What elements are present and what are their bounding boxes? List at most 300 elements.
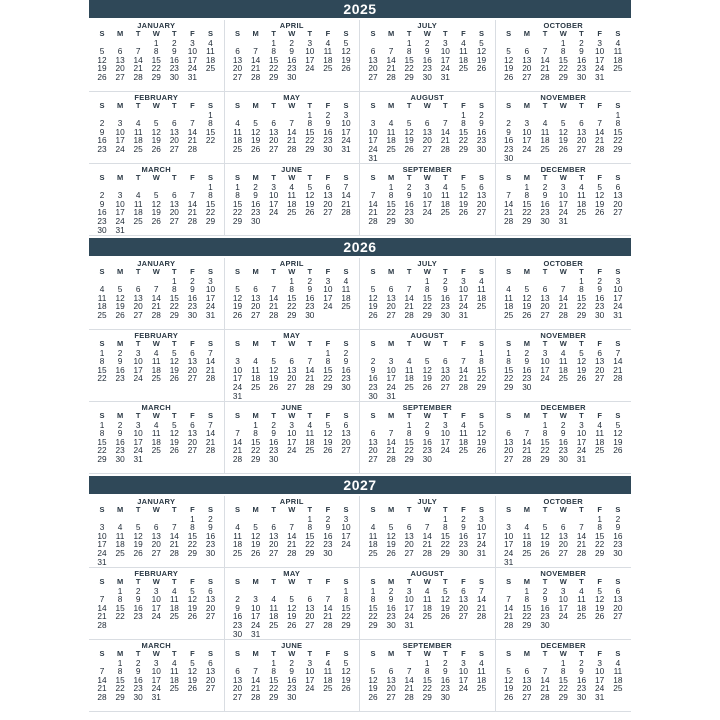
weekday-label: T: [406, 101, 412, 110]
weekday-label: F: [597, 411, 602, 420]
day-number: 20: [422, 135, 432, 146]
weekday-label: S: [615, 29, 621, 38]
day-number: 30: [476, 143, 487, 154]
day-number: 10: [269, 190, 279, 201]
day-number: 27: [558, 547, 568, 558]
weekday-label: M: [116, 101, 124, 110]
day-number: 1: [190, 513, 195, 524]
weekday-label: W: [423, 267, 431, 276]
day-number: 10: [133, 428, 143, 439]
day-number: 24: [503, 547, 514, 558]
day-number: 7: [307, 356, 313, 367]
day-number: 28: [323, 619, 333, 630]
day-number: [283, 217, 301, 226]
weekday-label: W: [559, 411, 567, 420]
weekday-label: S: [370, 577, 376, 586]
week-row: [229, 693, 356, 702]
day-number: 28: [97, 691, 107, 702]
month-name: SEPTEMBER: [402, 165, 452, 174]
month-name: DECEMBER: [540, 403, 586, 412]
day-number: 3: [271, 181, 276, 192]
day-number: 17: [287, 436, 297, 447]
day-number: 25: [386, 143, 396, 154]
day-number: 19: [232, 301, 243, 312]
day-number: 2: [579, 37, 584, 48]
day-number: 7: [443, 118, 448, 129]
day-number: 26: [151, 143, 161, 154]
day-number: 5: [479, 419, 484, 430]
day-number: [283, 630, 301, 639]
day-number: 11: [459, 46, 468, 57]
weekday-label: S: [370, 411, 376, 420]
weekday-label: S: [478, 173, 484, 182]
day-number: [337, 392, 355, 401]
day-number: 28: [503, 619, 514, 630]
day-number: 17: [115, 135, 125, 146]
day-number: 7: [406, 666, 412, 677]
day-number: 18: [558, 364, 568, 375]
day-number: 5: [542, 522, 548, 533]
day-number: 24: [440, 63, 450, 74]
day-number: [337, 311, 355, 320]
day-number: 21: [287, 539, 297, 550]
day-number: 28: [151, 309, 161, 320]
day-number: 14: [169, 530, 179, 541]
day-number: 15: [476, 364, 487, 375]
month-calendar: [89, 164, 225, 236]
month-calendar: [360, 496, 496, 568]
day-number: 8: [253, 428, 258, 439]
week-row: [500, 612, 628, 621]
day-number: 1: [253, 419, 258, 430]
day-number: 21: [558, 301, 568, 312]
weekday-label: T: [135, 649, 141, 658]
day-number: 12: [558, 126, 568, 137]
day-number: 26: [341, 63, 351, 74]
weekday-label: S: [207, 505, 213, 514]
day-number: 23: [613, 539, 623, 550]
day-number: 25: [476, 683, 487, 694]
day-number: 17: [151, 602, 161, 613]
day-number: 13: [404, 530, 414, 541]
weekday-label: S: [343, 339, 349, 348]
day-number: 14: [503, 602, 514, 613]
week-row: [229, 630, 356, 639]
day-number: 21: [232, 445, 243, 456]
day-number: 10: [151, 594, 161, 605]
day-number: 27: [169, 143, 179, 154]
weekday-label: S: [343, 411, 349, 420]
day-number: 10: [613, 284, 623, 295]
day-number: 10: [115, 198, 125, 209]
day-number: 6: [615, 585, 621, 596]
month-calendar: [496, 330, 632, 402]
day-number: 20: [205, 602, 216, 613]
day-number: 2: [542, 585, 548, 596]
week-row: [500, 383, 628, 392]
weekday-label: M: [252, 29, 259, 38]
day-number: [301, 392, 319, 401]
day-number: 12: [305, 190, 315, 201]
day-number: 23: [305, 301, 315, 312]
day-number: 11: [133, 126, 143, 137]
day-number: 7: [506, 190, 511, 201]
day-number: [337, 455, 355, 464]
week-row: [500, 154, 628, 163]
weekday-label: S: [615, 577, 621, 586]
day-number: 29: [595, 547, 605, 558]
weekday-label: M: [523, 577, 530, 586]
week-row: [364, 145, 491, 154]
day-number: 3: [307, 37, 313, 48]
day-number: 29: [386, 215, 396, 226]
day-number: 6: [235, 46, 240, 57]
day-number: 6: [271, 118, 276, 129]
day-number: 14: [422, 530, 432, 541]
day-number: 1: [560, 37, 566, 48]
month-name: MAY: [283, 331, 301, 340]
weekday-header-row: [93, 102, 220, 111]
day-number: 31: [97, 556, 107, 567]
day-number: 26: [287, 619, 297, 630]
day-number: 18: [287, 198, 297, 209]
day-number: 12: [458, 190, 468, 201]
day-number: 26: [476, 445, 487, 456]
weekday-label: S: [370, 29, 376, 38]
day-number: 11: [323, 666, 333, 677]
day-number: 16: [558, 436, 568, 447]
day-number: 1: [325, 347, 331, 358]
weekday-label: M: [387, 505, 395, 514]
weekday-label: S: [99, 339, 105, 348]
weekday-label: W: [559, 267, 567, 276]
weekday-label: F: [325, 411, 331, 420]
day-number: [201, 455, 219, 464]
weekday-label: W: [288, 29, 296, 38]
day-number: 27: [205, 611, 216, 622]
day-number: 25: [323, 683, 333, 694]
day-number: 23: [133, 683, 143, 694]
day-number: 29: [205, 215, 216, 226]
day-number: [536, 558, 554, 567]
day-number: 17: [115, 207, 125, 218]
day-number: 12: [422, 364, 432, 375]
day-number: 7: [461, 356, 466, 367]
month-name: JUNE: [281, 403, 303, 412]
weekday-label: T: [307, 577, 313, 586]
day-number: 30: [341, 381, 351, 392]
month-calendar: [225, 92, 361, 164]
day-number: 9: [99, 126, 105, 137]
week-row: [229, 455, 356, 464]
month-calendar: [89, 568, 225, 640]
day-number: 16: [386, 602, 396, 613]
day-number: 17: [205, 292, 216, 303]
day-number: [319, 392, 337, 401]
day-number: 24: [205, 301, 216, 312]
day-number: 23: [540, 207, 550, 218]
day-number: 5: [153, 118, 159, 129]
day-number: 24: [269, 207, 279, 218]
day-number: 9: [424, 46, 430, 57]
day-number: 1: [424, 657, 430, 668]
day-number: [472, 455, 490, 464]
day-number: 4: [343, 275, 349, 286]
day-number: 4: [479, 275, 484, 286]
week-row: [93, 455, 220, 464]
day-number: 16: [458, 530, 468, 541]
day-number: 30: [595, 309, 605, 320]
day-number: 4: [153, 347, 159, 358]
day-number: 21: [595, 135, 605, 146]
day-number: 6: [172, 118, 177, 129]
day-number: 2: [479, 109, 484, 120]
day-number: 23: [476, 135, 487, 146]
weekday-label: S: [235, 29, 241, 38]
day-number: 6: [388, 666, 394, 677]
day-number: [554, 383, 572, 392]
day-number: 25: [440, 207, 450, 218]
day-number: 21: [97, 683, 107, 694]
day-number: 18: [613, 674, 623, 685]
weekday-label: T: [135, 173, 141, 182]
day-number: 26: [323, 445, 333, 456]
weekday-label: F: [190, 577, 195, 586]
day-number: 15: [269, 54, 279, 65]
day-number: 1: [597, 513, 602, 524]
day-number: 5: [172, 419, 177, 430]
month-calendar: [360, 258, 496, 330]
day-number: 23: [97, 215, 107, 226]
day-number: 9: [271, 428, 276, 439]
weekday-label: T: [307, 505, 313, 514]
day-number: 4: [307, 419, 313, 430]
day-number: 30: [133, 691, 143, 702]
day-number: [301, 630, 319, 639]
day-number: 10: [386, 364, 396, 375]
day-number: 14: [540, 54, 550, 65]
day-number: 16: [576, 54, 587, 65]
day-number: 27: [404, 547, 414, 558]
weekday-label: W: [288, 339, 296, 348]
day-number: 12: [522, 292, 532, 303]
month-name: MAY: [283, 93, 301, 102]
day-number: 25: [151, 373, 161, 384]
day-number: 20: [440, 373, 450, 384]
week-row: [93, 549, 220, 558]
day-number: 30: [404, 215, 414, 226]
day-number: 29: [558, 691, 568, 702]
day-number: 15: [97, 364, 107, 375]
month-calendar: [496, 640, 632, 712]
day-number: 29: [540, 453, 550, 464]
day-number: 26: [368, 309, 378, 320]
day-number: 15: [115, 602, 125, 613]
weekday-label: S: [370, 173, 376, 182]
day-number: 29: [558, 71, 568, 82]
day-number: 23: [422, 445, 432, 456]
day-number: 7: [388, 46, 394, 57]
day-number: 27: [151, 547, 161, 558]
day-number: 6: [208, 657, 213, 668]
weekday-label: S: [370, 649, 376, 658]
month-calendar: [360, 330, 496, 402]
day-number: 18: [503, 301, 514, 312]
day-number: 29: [404, 71, 414, 82]
day-number: 20: [458, 602, 468, 613]
weekday-label: T: [579, 29, 584, 38]
day-number: [111, 558, 129, 567]
day-number: 14: [404, 292, 414, 303]
day-number: [591, 154, 609, 163]
month-name: MARCH: [141, 165, 171, 174]
day-number: 28: [613, 373, 623, 384]
weekday-label: T: [271, 649, 276, 658]
weekday-header-row: [500, 506, 628, 515]
weekday-label: T: [135, 101, 141, 110]
weekday-label: T: [443, 339, 448, 348]
day-number: [418, 217, 436, 226]
month-name: JANUARY: [137, 21, 176, 30]
day-number: 18: [133, 135, 143, 146]
day-number: 14: [97, 674, 107, 685]
day-number: 30: [522, 381, 532, 392]
day-number: 27: [368, 453, 378, 464]
month-name: APRIL: [279, 21, 304, 30]
day-number: 14: [205, 428, 216, 439]
day-number: 30: [540, 619, 550, 630]
day-number: 28: [205, 445, 216, 456]
day-number: 5: [370, 666, 376, 677]
day-number: 21: [169, 539, 179, 550]
day-number: 9: [172, 46, 177, 57]
day-number: 1: [560, 657, 566, 668]
day-number: 30: [287, 71, 297, 82]
day-number: 7: [597, 118, 602, 129]
day-number: [536, 383, 554, 392]
day-number: 9: [99, 198, 105, 209]
weekday-label: T: [579, 505, 584, 514]
week-row: [500, 549, 628, 558]
day-number: 16: [133, 674, 143, 685]
months-grid: [89, 496, 631, 712]
day-number: 16: [97, 207, 107, 218]
day-number: 20: [368, 63, 378, 74]
day-number: 27: [287, 381, 297, 392]
week-row: [500, 558, 628, 567]
day-number: 4: [289, 181, 295, 192]
day-number: 29: [522, 215, 532, 226]
day-number: 6: [208, 585, 213, 596]
day-number: 2: [208, 513, 213, 524]
day-number: 2: [579, 657, 584, 668]
day-number: 21: [404, 683, 414, 694]
day-number: 5: [235, 284, 240, 295]
day-number: 25: [422, 611, 432, 622]
day-number: 7: [235, 428, 240, 439]
day-number: 20: [169, 135, 179, 146]
day-number: 22: [232, 207, 243, 218]
day-number: 5: [253, 522, 258, 533]
day-number: 5: [172, 347, 177, 358]
weekday-label: T: [135, 339, 141, 348]
day-number: 11: [595, 428, 604, 439]
weekday-label: T: [443, 411, 448, 420]
weekday-label: T: [271, 411, 276, 420]
day-number: 10: [458, 666, 468, 677]
day-number: 22: [576, 301, 587, 312]
day-number: 12: [613, 428, 623, 439]
day-number: 9: [524, 356, 530, 367]
day-number: 2: [524, 347, 530, 358]
weekday-label: S: [99, 101, 105, 110]
weekday-label: T: [443, 649, 448, 658]
day-number: 14: [613, 356, 623, 367]
day-number: 25: [368, 547, 378, 558]
weekday-label: F: [325, 29, 331, 38]
day-number: 28: [341, 207, 351, 218]
day-number: 20: [232, 63, 243, 74]
day-number: 26: [386, 547, 396, 558]
day-number: 5: [597, 585, 602, 596]
day-number: 15: [287, 292, 297, 303]
day-number: 25: [232, 143, 243, 154]
day-number: 1: [615, 109, 621, 120]
day-number: 4: [253, 356, 258, 367]
day-number: 15: [169, 292, 179, 303]
day-number: 20: [386, 301, 396, 312]
day-number: 19: [169, 364, 179, 375]
day-number: 20: [187, 364, 197, 375]
day-number: 20: [522, 683, 532, 694]
day-number: 23: [169, 63, 179, 74]
day-number: 8: [271, 46, 276, 57]
year-block: [89, 476, 631, 706]
day-number: 10: [287, 428, 297, 439]
day-number: 23: [232, 619, 243, 630]
day-number: 2: [597, 275, 602, 286]
day-number: 5: [307, 181, 313, 192]
day-number: 29: [422, 309, 432, 320]
day-number: 4: [443, 181, 448, 192]
day-number: 22: [476, 373, 487, 384]
day-number: 28: [404, 309, 414, 320]
day-number: [265, 217, 283, 226]
day-number: 1: [524, 585, 530, 596]
day-number: 7: [208, 347, 213, 358]
day-number: 1: [406, 419, 412, 430]
week-row: [229, 73, 356, 82]
weekday-label: T: [135, 29, 141, 38]
day-number: 24: [404, 611, 414, 622]
day-number: 5: [153, 190, 159, 201]
day-number: [319, 630, 337, 639]
day-number: 13: [151, 530, 161, 541]
day-number: 22: [305, 539, 315, 550]
day-number: 25: [305, 445, 315, 456]
day-number: 16: [440, 674, 450, 685]
weekday-label: W: [152, 339, 160, 348]
day-number: 20: [386, 683, 396, 694]
weekday-label: T: [307, 29, 313, 38]
month-calendar: [360, 640, 496, 712]
day-number: 23: [386, 611, 396, 622]
day-number: [283, 455, 301, 464]
day-number: 29: [503, 381, 514, 392]
day-number: 21: [386, 63, 396, 74]
day-number: 22: [458, 135, 468, 146]
day-number: 30: [540, 215, 550, 226]
